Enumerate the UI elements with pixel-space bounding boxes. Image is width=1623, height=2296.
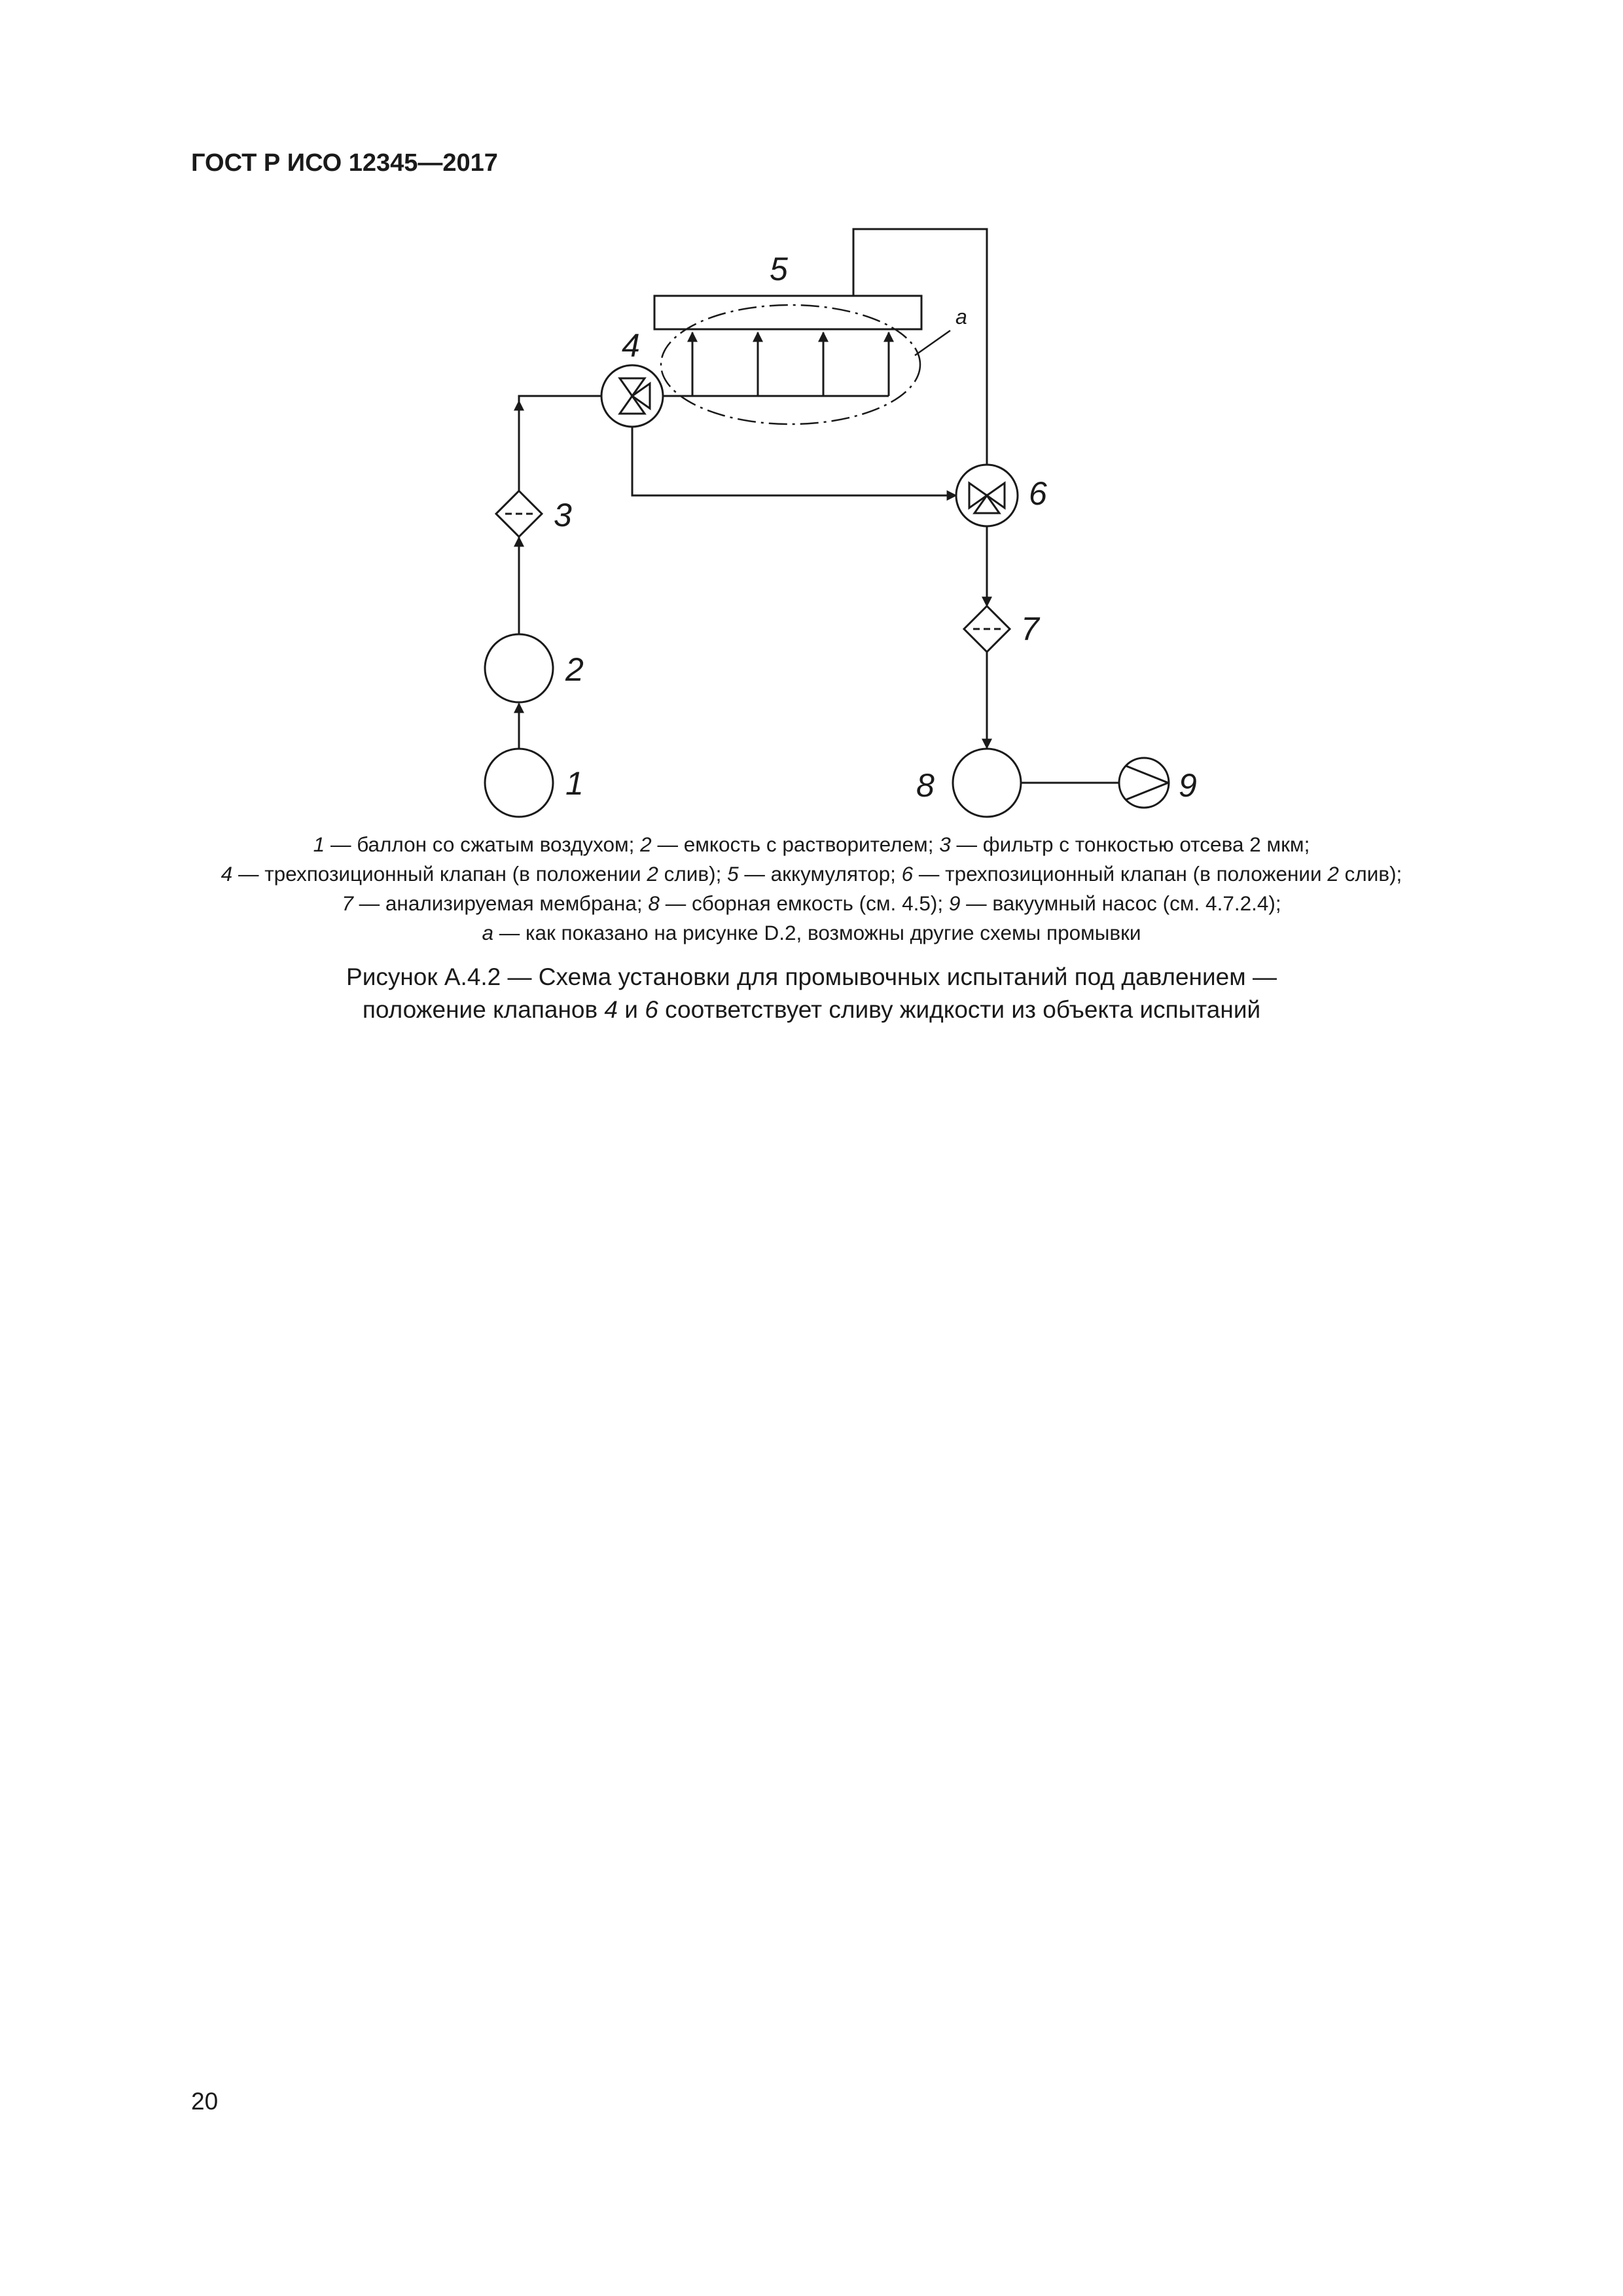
three-way-valve-6 [956,465,1018,526]
label-5: 5 [770,251,788,287]
pipe-5-6 [853,229,987,465]
key-ref: 2 [1327,862,1339,886]
key-ref: 3 [939,833,951,856]
solvent-vessel-2 [485,634,553,702]
run-text: положение клапанов [362,996,605,1023]
run-text: соответствует сливу жидкости из объекта испытаний [658,996,1261,1023]
leader-line-a [915,331,950,355]
flushing-scheme-outline-a [661,305,920,424]
key-ref: 9 [948,891,961,915]
run-text: Рисунок А.4.2 — Схема установки для промывочных испытаний под давлением — [346,963,1277,990]
run-text: — баллон со сжатым воздухом; [325,833,641,856]
run-text: слив); [658,862,728,886]
document-header: ГОСТ Р ИСО 12345—2017 [191,149,498,177]
label-3: 3 [554,497,572,533]
label-2: 2 [565,651,584,688]
collection-vessel-8 [953,749,1021,817]
caption-line [157,994,1466,1026]
run-text: — как показано на рисунке D.2, возможны другие схемы промывки [493,921,1141,944]
air-cylinder-1 [485,749,553,817]
run-text: — вакуумный насос (см. 4.7.2.4); [960,891,1281,915]
run-text: слив); [1338,862,1402,886]
run-text: и [618,996,645,1023]
figure-legend [157,830,1466,948]
run-text: — трехпозиционный клапан (в положении [913,862,1328,886]
run-text: — анализируемая мембрана; [353,891,649,915]
label-7: 7 [1021,611,1039,647]
run-text: — трехпозиционный клапан (в положении [232,862,647,886]
pipe-to-valve-4 [519,396,601,403]
legend-line [157,830,1466,859]
run-text: — емкость с растворителем; [651,833,940,856]
vacuum-pump-9 [1119,758,1169,808]
filter-3 [496,491,542,537]
legend-line [157,859,1466,889]
label-1: 1 [565,765,584,802]
key-ref: 4 [604,996,618,1023]
run-text: — фильтр с тонкостью отсева 2 мкм; [950,833,1310,856]
key-ref: 6 [645,996,658,1023]
figure-caption [157,961,1466,1026]
key-ref: 6 [901,862,914,886]
label-4: 4 [622,327,640,364]
three-way-valve-4 [601,365,663,427]
key-ref: 5 [727,862,739,886]
pipe-4-6 [632,427,956,495]
key-ref: 8 [648,891,660,915]
key-ref: 1 [313,833,325,856]
flushing-setup-diagram [0,0,1623,825]
key-ref: 7 [342,891,353,915]
key-ref: 2 [647,862,658,886]
key-ref: 2 [640,833,652,856]
legend-line [157,889,1466,918]
page-number: 20 [191,2088,219,2115]
label-8: 8 [916,767,935,804]
run-text: — аккумулятор; [738,862,902,886]
caption-line [157,961,1466,994]
membrane-filter-7 [964,606,1010,652]
label-a: a [955,305,967,329]
key-ref: a [482,921,493,944]
label-6: 6 [1029,475,1047,512]
key-ref: 4 [221,862,233,886]
run-text: — сборная емкость (см. 4.5); [659,891,949,915]
legend-line [157,918,1466,948]
label-9: 9 [1179,767,1197,804]
